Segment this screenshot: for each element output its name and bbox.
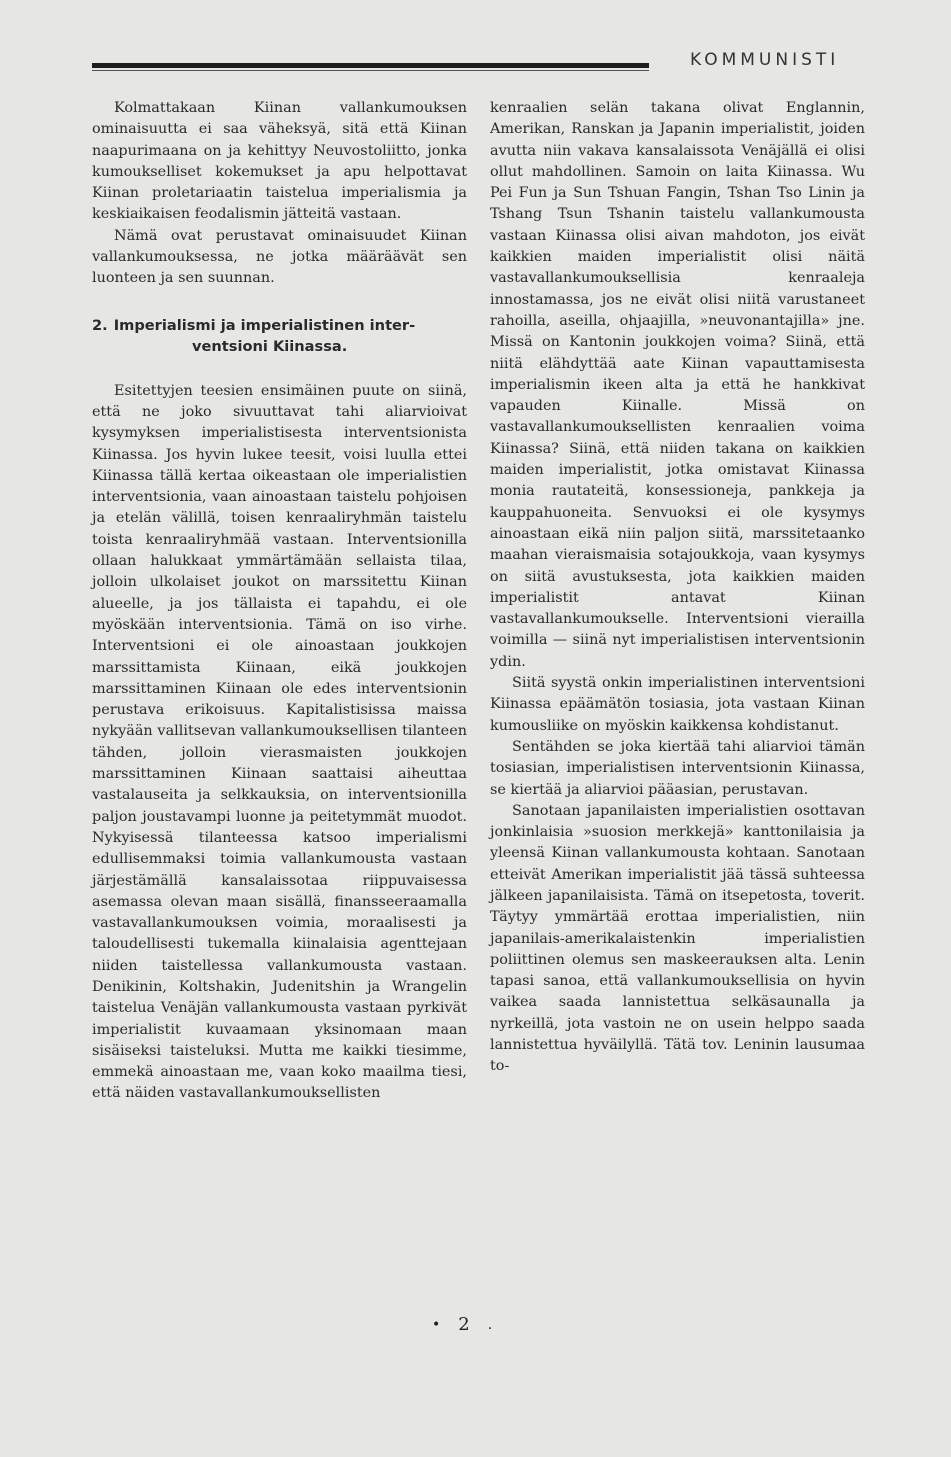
section-heading bbox=[92, 315, 467, 357]
paragraph: kenraalien selän takana olivat Englannin, Amerikan, Ranskan ja Japanin imperialistit, joiden avutta niin vakava kansalaissota Venäjällä ei olisi ollut mahdollinen. Samoin on laita Kiinassa. Wu Pei Fun ja Sun Tshuan Fangin, Tshan Tso Linin ja Tshang Tsun Tshanin taistelu vallankumousta vastaan Kiinassa olisi aivan mahdoton, jos eivät kaikkien maiden imperialistit olisi näitä vastavallankumouksellisia kenraaleja innostamassa, jos ne eivät olisi niitä varustaneet rahoilla, aseilla, ohjaajilla, »neuvonantajilla» jne. Missä on Kantonin joukkojen voima? Siinä, että niitä elähdyttää aate Kiinan vapauttamisesta imperialismin ikeen alta ja että he hankkivat vapauden Kiinalle. Missä on vastavallankumouksellisten kenraalien voima Kiinassa? Siinä, että niiden takana on kaikkien maiden imperialistit, jotka omistavat Kiinassa monia rautateitä, konsessioneja, pankkeja ja kauppahuoneita. Senvuoksi ei ole kysymys ainoastaan eikä niin paljon siitä, marssitetaanko maahan vieraismaisia sotajoukkoja, vaan kysymys on siitä avustuksesta, jota kaikkien maiden imperialistit antavat Kiinan vastavallankumoukselle. Interventsioni vierailla voimilla — siinä nyt imperialistisen interventsionin ydin. bbox=[490, 100, 865, 670]
paragraph: Sanotaan japanilaisten imperialistien osottavan jonkinlaisia »suosion merkkejä» kanttonilaisia ja yleensä Kiinan vallankumousta kohtaan. Sanotaan etteivät Amerikan imperialistit jää tässä suhteessa jälkeen japanilaisista. Tämä on itsepetosta, toverit. Täytyy ymmärtää erottaa imperialistien, niin japanilais-amerikalaistenkin imperialistien poliittinen olemus sen maskeerauksen alta. Lenin tapasi sanoa, että vallankumouksellisia on hyvin vaikea saada lannistettua selkäsaunalla ja nyrkeillä, jota vastoin ne on usein helppo saada lannistettua hyväilyllä. Tätä tov. Leninin lausumaa to- bbox=[490, 802, 865, 1075]
section-number: 2. bbox=[92, 316, 108, 334]
left-column bbox=[92, 98, 467, 1105]
header-rule bbox=[92, 63, 649, 68]
page-footer bbox=[432, 1314, 492, 1335]
paragraph: Esitettyjen teesien ensimäinen puute on siinä, että ne joko sivuuttavat tahi aliarvioivat kysymyksen imperialistisesta interventsionista Kiinassa. Jos hyvin lukee teesit, voisi luulla ettei Kiinassa tällä kertaa oikeastaan ole imperialistien interventsionia, vaan ainoastaan taistelu pohjoisen ja etelän välillä, toisen kenraaliryhmän taistelu toista kenraaliryhmää vastaan. Interventsionilla ollaan halukkaat ymmärtämään sellaista tilaa, jolloin ulkolaiset joukot on marssitettu Kiinan alueelle, ja jos tällaista ei tapahdu, ei ole myöskään interventsionia. Tämä on iso virhe. Interventsioni ei ole ainoastaan joukkojen marssittamista Kiinaan, eikä joukkojen marssittaminen Kiinaan ole edes interventsionin perustava erikoisuus. Kapitalistisissa maissa nykyään vallitsevan vallankumouksellisen tilanteen tähden, jolloin vierasmaisten joukkojen marssittaminen Kiinaan saattaisi aiheuttaa vastalauseita ja selkkauksia, on interventsionilla paljon joustavampi luonne ja peitetymmät muodot. Nykyisessä tilanteessa katsoo imperialismi edullisemmaksi toimia vallankumousta vastaan järjestämällä kansalaissotaa riippuvaisessa asemassa olevan maan sisällä, finansseeraamalla vastavallankumouksen voimia, moraalisesti ja taloudellisesti tukemalla kiinalaisia agenttejaan niiden taistellessa vallankumousta vastaan. Denikinin, Koltshakin, Judenitshin ja Wrangelin taistelua Venäjän vallankumousta vastaan pyrkivät imperialistit kuvaamaan yksinomaan maan sisäiseksi taisteluksi. Mutta me kaikki tiesimme, emmekä ainoastaan me, vaan koko maailma tiesi, että näiden vastavallankumouksellisten bbox=[92, 382, 467, 1102]
header-rule-thin bbox=[92, 70, 649, 71]
page-number: 2 bbox=[458, 1314, 470, 1335]
footer-bullet-left: • bbox=[432, 1316, 441, 1333]
paragraph: Nämä ovat perustavat ominaisuudet Kiinan vallankumouksessa, ne jotka määräävät sen luonteen ja sen suunnan. bbox=[92, 227, 467, 287]
section-heading-line2: ventsioni Kiinassa. bbox=[192, 337, 348, 355]
paragraph: Sentähden se joka kiertää tahi aliarvioi tämän tosiasian, imperialistisen interventsionin Kiinassa, se kiertää ja aliarvioi pääasian, perustavan. bbox=[490, 738, 865, 798]
paragraph: Siitä syystä onkin imperialistinen interventsioni Kiinassa epäämätön tosiasia, jota vastaan Kiinan kumousliike on myöskin kaikkensa kohdistanut. bbox=[490, 675, 865, 734]
paragraph: Kolmattakaan Kiinan vallankumouksen ominaisuutta ei saa väheksyä, sitä että Kiinan naapurimaana on ja kehittyy Neuvostoliitto, jonka kumoukselliset kokemukset ja apu helpottavat Kiinan proletariaatin taistelua imperialismia ja keskiaikaisen feodalismin jätteitä vastaan. bbox=[92, 100, 467, 223]
running-title: KOMMUNISTI bbox=[690, 50, 840, 70]
footer-bullet-right: . bbox=[487, 1316, 493, 1333]
right-column bbox=[490, 98, 865, 1078]
section-heading-line1: Imperialismi ja imperialistinen inter- bbox=[113, 316, 416, 334]
